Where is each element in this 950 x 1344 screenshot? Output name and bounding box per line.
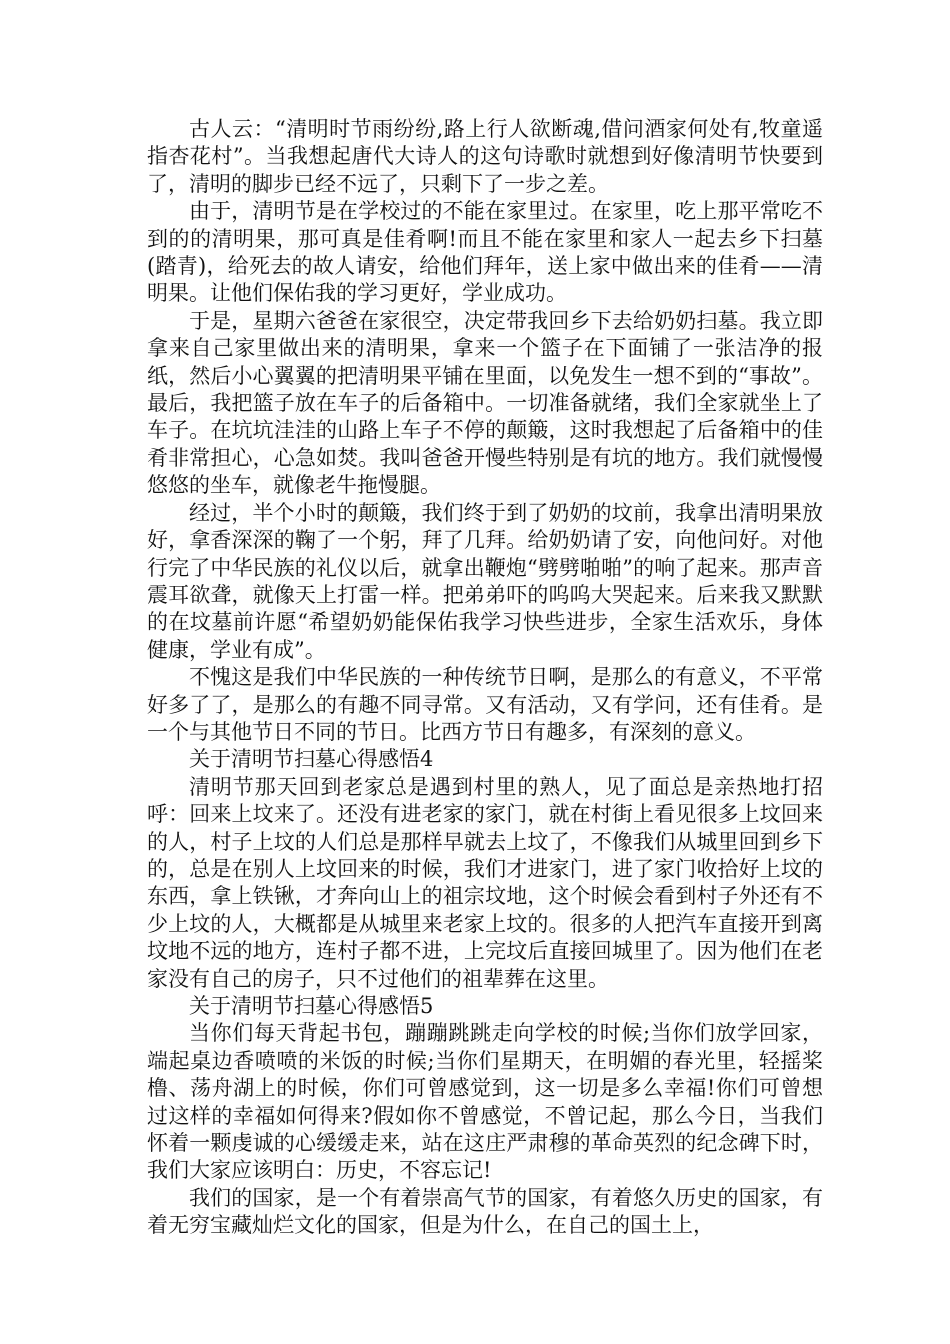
paragraph-intro-poem: 古人云：“清明时节雨纷纷,路上行人欲断魂,借问酒家何处有,牧童遥指杏花村”。当我想起唐代大诗人的这句诗歌时就想到好像清明节快要到了，清明的脚步已经不远了，只剩下了一步之差。 — [147, 117, 823, 196]
paragraph-hometown-visit: 清明节那天回到老家总是遇到村里的熟人，见了面总是亲热地打招呼：回来上坟来了。还没有进老家的家门，就在村街上看见很多上坟回来的人，村子上坟的人们总是那样早就去上坟了，不像我们从城里回到乡下的，总是在别人上坟回来的时候，我们才进家门，进了家门收拾好上坟的东西，拿上铁锹，才奔向山上的祖宗坟地，这个时候会看到村子外还有不少上坟的人，大概都是从城里来老家上坟的。很多的人把汽车直接开到离坟地不远的地方，连村子都不进，上完坟后直接回城里了。因为他们在老家没有自己的房子，只不过他们的祖辈葬在这里。 — [147, 774, 823, 991]
paragraph-our-country: 我们的国家，是一个有着崇高气节的国家，有着悠久历史的国家，有着无穷宝藏灿烂文化的国家，但是为什么，在自己的国土上， — [147, 1185, 823, 1238]
paragraph-at-grave: 经过，半个小时的颠簸，我们终于到了奶奶的坟前，我拿出清明果放好，拿香深深的鞠了一个躬，拜了几拜。给奶奶请了安，向他问好。对他行完了中华民族的礼仪以后，就拿出鞭炮“劈劈啪啪”的响了起来。那声音震耳欲聋，就像天上打雷一样。把弟弟吓的呜呜大哭起来。后来我又默默的在坟墓前许愿“希望奶奶能保佑我学习快些进步，全家生活欢乐，身体健康，学业有成”。 — [147, 500, 823, 662]
paragraph-trip-to-countryside: 于是，星期六爸爸在家很空，决定带我回乡下去给奶奶扫墓。我立即拿来自己家里做出来的清明果，拿来一个篮子在下面铺了一张洁净的报纸，然后小心翼翼的把清明果平铺在里面，以免发生一想不到的“事故”。最后，我把篮子放在车子的后备箱中。一切准备就绪，我们全家就坐上了车子。在坑坑洼洼的山路上车子不停的颠簸，这时我想起了后备箱中的佳肴非常担心，心急如焚。我叫爸爸开慢些特别是有坑的地方。我们就慢慢悠悠的坐车，就像老牛拖慢腿。 — [147, 308, 823, 498]
section-heading-4: 关于清明节扫墓心得感悟4 — [189, 747, 434, 772]
paragraph-happiness: 当你们每天背起书包，蹦蹦跳跳走向学校的时候;当你们放学回家，端起桌边香喷喷的米饭的时候;当你们星期天，在明媚的春光里，轻摇桨橹、荡舟湖上的时候，你们可曾感觉到，这一切是多么幸福!你们可曾想过这样的幸福如何得来?假如你不曾感觉，不曾记起，那么今日，当我们怀着一颗虔诚的心缓缓走来，站在这庄严肃穆的革命英烈的纪念碑下时，我们大家应该明白：历史，不容忘记! — [147, 1021, 823, 1183]
paragraph-school-holiday: 由于，清明节是在学校过的不能在家里过。在家里，吃上那平常吃不到的的清明果，那可真是佳肴啊!而且不能在家里和家人一起去乡下扫墓(踏青)，给死去的故人请安，给他们拜年，送上家中做出来的佳肴——清明果。让他们保佑我的学习更好，学业成功。 — [147, 199, 823, 306]
document-body — [147, 116, 823, 1240]
section-heading-5: 关于清明节扫墓心得感悟5 — [189, 994, 434, 1018]
paragraph-festival-meaning: 不愧这是我们中华民族的一种传统节日啊，是那么的有意义，不平常好多了了，是那么的有趣不同寻常。又有活动，又有学问，还有佳肴。是一个与其他节日不同的节日。比西方节日有趣多，有深刻的意义。 — [147, 665, 823, 744]
